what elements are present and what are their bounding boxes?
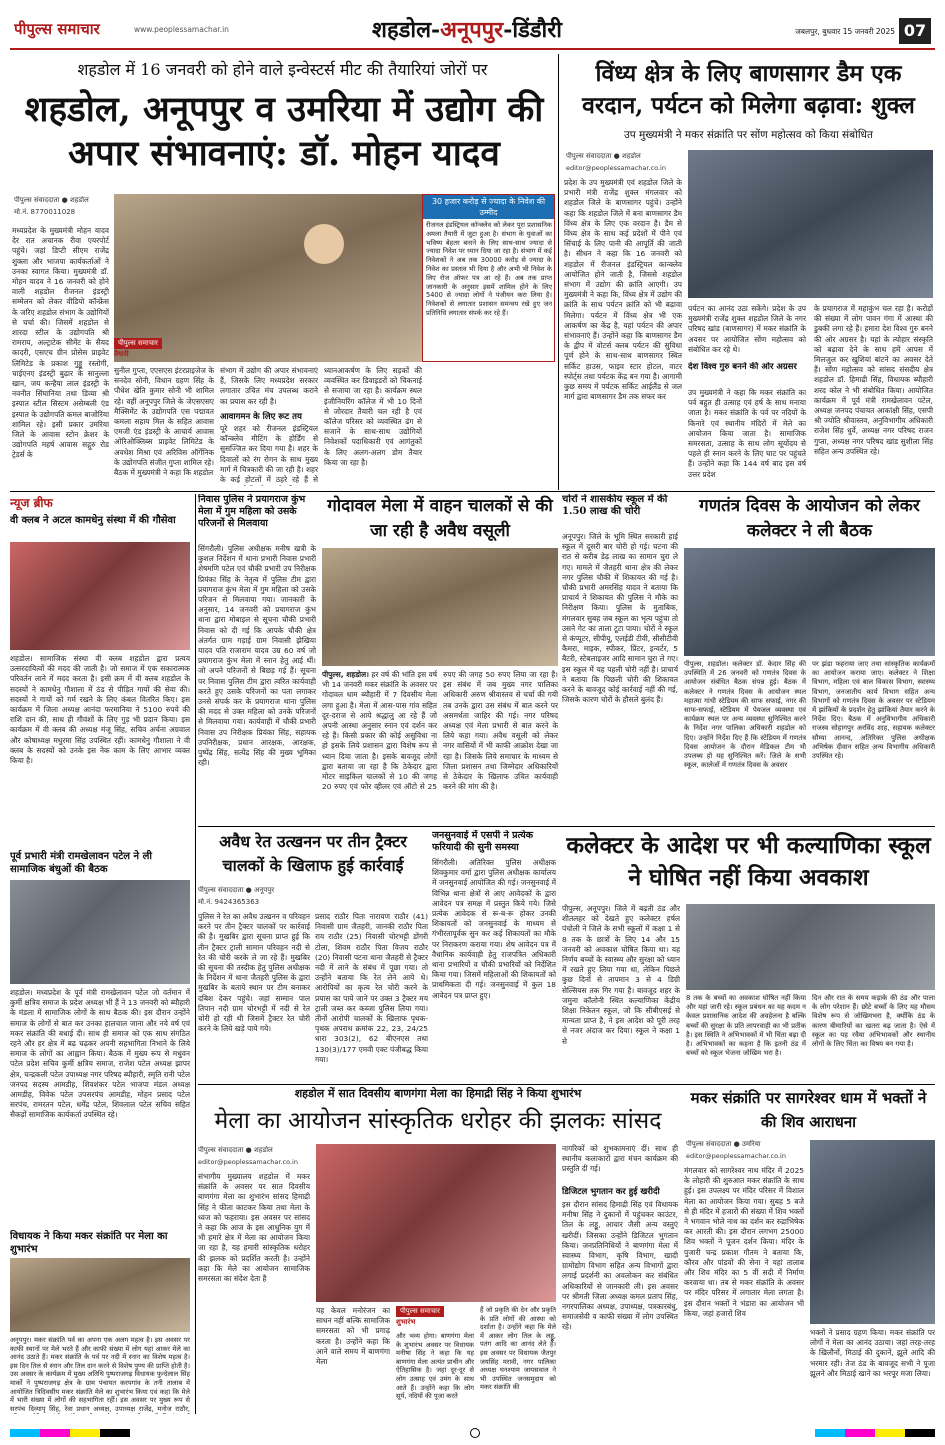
niwas-story [198, 494, 318, 824]
vindhya-headline: विंध्य क्षेत्र के लिए बाणसागर डैम एक वरदान, पर्यटन को मिलेगा बढ़ावा: शुक्ल [582, 60, 915, 119]
sagreshwar-email[interactable]: editor@peoplessamachar.co.in [686, 1152, 786, 1160]
row-rule-2 [198, 826, 935, 827]
brief2-photo [10, 880, 190, 984]
ret-col2: प्रसाद राठौर पिता नारायण राठौर (41) निवासी ग्राम जैतहरी, जानकी राठौर पिता राय राठौर (25) निवासी चोरभट्टी डोंगरी टोला, शिवम राठौर पिता विजय राठौर (20) निवासी पटना थाना जैतहरी से ट्रैक्टर नदी में लाने के संबंध में पूछा गया। तो उन्होंने बताया कि रेत लेने आये थे। आरोपियों का कृत्य रेत चोरी करने के प्रयास का पाये जाने पर उक्त 3 ट्रैक्टर मय ट्राली जब्त कर कब्जा पुलिस लिया गया। तीनों आरोपी चालकों के खिलाफ पृथक-पृथक अपराध क्रमांक 22, 23, 24/25 धारा 303(2), 62 बीएनएस तथा 130(3)/177 एमवी एक्ट पंजीबद्ध किया गया। [315, 912, 428, 1064]
banganga-col4: हैं जो प्रकृति की देन और प्रकृति के प्रति लोगों की आस्था को दर्शाता है। उन्होंने कहा कि मेले में आकर लोग तिल के लड्डू, पतंग आदि का आनंद लेते हैं। इस अवसर पर विधायक जैतपुर जयसिंह मरावी, नगर पालिका अध्यक्ष घनश्याम जायसवाल ने भी उपस्थित जनसमुदाय को मकर संक्रांति की [480, 1306, 556, 1392]
registration-mark-icon [470, 1428, 480, 1438]
brief3-text: अनूपपुर। मकर संक्रांति पर्व का अपना एक अलग महत्व है। इस अवसर पर काफी स्थानों पर मेले भरते हैं और काफी संख्या में लोग यहां आकर मेले का आनंद उठाते हैं। मकर संक्रांति के पर्व पर नदी में स्नान का विशेष महत्व है। इस दिन तिल से स्नान और तिल दान करने से विशेष पुण्य की प्राप्ति होती है। उस अवसर के कार्यक्रम में मुख्य अतिथि पुष्पराजगढ़ विधायक फुन्देलाल सिंह मार्को ने पुष्पराजगढ़ क्षेत्र के ग्राम पंचायत करपगांव के तनी तालाब में आयोजित त्रिदिवसीय मकर संक्रांति मेले का शुभारंभ किया एवं कहा कि मेले में भारी संख्या में लोगों की सहभागिता रहीं। इस अवसर पर मुख्य रूप से सरपंच दिव्यापृ सिंह, रेवा प्रधान अध्यक्ष, उपाध्यक्ष राजेंद्र, मनोज राठौर, [10, 1336, 190, 1413]
chori-headline: चोरों ने शासकीय स्कूल में की 1.50 लाख की चोरी [562, 494, 668, 517]
col-rule-2 [195, 494, 196, 1414]
sagreshwar-story [682, 1086, 935, 1416]
godawal-story [322, 494, 558, 824]
gantantra-text2: पर झंडा फहराया जाए तथा सांस्कृतिक कार्यक्रमों का आयोजन कराया जाए। कलेक्टर ने शिक्षा विभाग, महिला एवं बाल विकास विभाग, स्वास्थ्य विभाग, जनजातीय कार्य विभाग सहित अन्य विभागों को गणतंत्र दिवस के अवसर पर स्टेडियम में झांकियों के प्रदर्शन हेतु झांकियां तैयार करने के निर्देश दिए। बैठक में अनुविभागीय अधिकारी राजस्व सोहागपुर अरविंद शाह, सहायक कलेक्टर सौम्या आनन्द, अतिरिक्त पुलिस अधीक्षक अभिषेक दीवान सहित अन्य विभागीय अधिकारी उपस्थित रहे। [812, 660, 935, 761]
jansunwai-headline: जनसुनवाई में एसपी ने प्रत्येक फरियादी की सुनी समस्या [432, 830, 534, 853]
vindhya-photo [688, 150, 933, 298]
lead-col1: मध्यप्रदेश के मुख्यमंत्री मोहन यादव देर रात अचानक रीवा एयरपोर्ट पहुंचे। जहां डिप्टी सीएम राजेंद्र शुक्ला और भाजपा कार्यकर्ताओं ने उनका स्वागत किया। मुख्यमंत्री डॉ. मोहन यादव ने 16 जनवरी को होने वाली शहडोल रीजनल इंडस्ट्री सम्मेलन को लेकर वीडियो कॉन्फ्रेंस के जरिए शहडोल संभाग के उद्योगियों से चर्चा की। जिसमें शहडोल से शारदा स्टील के उद्योगपति श्री रामराय, अल्ट्राटेक सीमेंट के सैयद कादरी, एसएच ग्रीन प्रोसेस प्राइवेट लिमिटेड के प्रकाश गुड्डू रस्तोगी, चाईएनए इंडस्ट्री बुढ़ार के सानुल्ला खान, जय कन्हैया लाल इंडस्ट्री के नवनीत सिंघानिया तथा डिव्या श्री इस्पात स्टील सिस्टम असेम्बली एंड इस्पात के उद्योगपति कमल बाजोरिया शामिल रहे। इसी प्रकार उमरिया जिले के आवास स्टोन क्रेशर के उद्योगपति महर्ष आवास सद्गुरु रोड ट्रेडर्स के [12, 226, 109, 460]
vindhya-col1: प्रदेश के उप मुख्यमंत्री एवं शहडोल जिले के प्रभारी मंत्री राजेंद्र शुक्ल मंगलवार को शहडोल जिले के बाणसागर पहुंचे। उन्होंने कहा कि शहडोल जिले में बना बाणसागर डैम विंध्य क्षेत्र के लिए एक वरदान है। डैम से विंध्य क्षेत्र के साथ कई प्रदेशों में पीने एवं सिंचाई के लिए पानी की आपूर्ति की जाती है। सीधन ने कहा कि 16 जनवरी को शहडोल में रीजनल इंडस्ट्रियल कान्क्लेव आयोजित होने जाती है, जिससे शहडोल संभाग में उद्योग की क्रांति आएगी। उप मुख्यमंत्री ने कहा कि, विंध्य क्षेत्र में उद्योग की क्रांति के साथ पर्यटन क्रांति को भी बढ़ावा मिलेगा। पर्यटन में विंध्य क्षेत्र भी एक आकर्षण का केंद्र है, यहां पर्यटन की अपार संभावनाएं हैं। उन्होंने कहा कि बाणसागर डैम के द्वीप में वोटर्स क्लब पर्यटन की सुविधा पूर्ण होने के साथ-साथ बाणसागर स्थित सर्किट हाउस, फाइव स्टार होटल, वाटर स्पोर्ट्स तथा पर्यटक केंद्र बन गया है। आगामी कुछ समय में पर्यटक सर्किट आईलैंड से जल मार्ग द्वारा बाणसागर डैम तक सफर कर [564, 178, 682, 402]
collector-col3: दिन और रात के समय कड़ाके की ठंड और पाला के लोग परेशान हैं। छोटे बच्चों के लिए यह मौसम विशेष रूप से जोखिमभरा है, क्योंकि ठंड के कारण बीमारियों का खतरा बढ़ जाता है। ऐसे में स्कूल का यह रवैया अभिभावकों और स्थानीय लोगों के लिए चिंता का विषय बन गया है। [812, 994, 935, 1049]
ret-story [198, 830, 428, 1082]
masthead [0, 0, 945, 52]
brief3-headline: विधायक ने किया मकर संक्रांति पर मेला का शुभारंभ [10, 1231, 168, 1255]
jansunwai-story [432, 830, 558, 1082]
godawal-headline: गोदावल मेला में वाहन चालकों से की जा रही है अवैध वसूली [327, 496, 553, 541]
color-strip [10, 1429, 130, 1437]
gantantra-photo [684, 548, 935, 656]
sagreshwar-byline: पीपुल्स संवाददाता ● उमरिया [686, 1140, 761, 1148]
news-brief-label: न्यूज ब्रीफ [10, 496, 53, 510]
row-rule-3 [198, 1084, 935, 1085]
banganga-col5b: इस दौरान सांसद हिमाद्री सिंह एवं विधायक मनीषा सिंह ने दुकानों में पहुंचकर काउंटर, तिल के लड्डू, आचार जैसी अन्य वस्तुएं खरीदीं। जिसका उन्होंने डिजिटल भुगतान किया। जनप्रतिनिधियों ने बाणगंगा मेला में स्वास्थ्य विभाग, कृषि विभाग, खादी ग्रामोद्योग विभाग सहित अन्य विभागों द्वारा लगाई प्रदर्शनी का अवलोकन कर संबंधित अधिकारियों से जानकारी ली। इस अवसर पर श्रीमती जिला अध्यक्ष कमल प्रताप सिंह, नगरपालिका अध्यक्ष, उपाध्यक्ष, पत्रकारबंधु, समाजसेवी व काफी संख्या में लोग उपस्थित रहे। [562, 1200, 678, 1332]
masthead-date: जबलपुर, बुधवार 15 जनवरी 2025 [795, 27, 895, 36]
vindhya-byline: पीपुल्स संवाददाता ● शहडोल [566, 152, 641, 160]
brief1-photo [10, 542, 190, 650]
brief1-headline: वी क्लब ने अटल कामधेनु संस्था में की गौसेवा [10, 515, 176, 526]
lead-photo [114, 194, 422, 362]
lead-byline: पीपुल्स संवाददाता ● शहडोल [14, 196, 89, 204]
section-title-accent: अनूपपुर [440, 17, 504, 43]
ret-mobile: मो.नं. 9424365363 [198, 898, 260, 906]
lead-box-text: रीजनल इंडस्ट्रियल कॉन्क्लेव को लेकर पूरा प्रशासनिक अमला तैयारी में जुटा हुआ है। संभाग के युवाओं का भविष्य बेहतर बनाने के लिए साथ-साथ ज्यादा से ज्यादा निवेश पर ध्यान दिया जा रहा है। संभाग में कई निवेशकों ने अब तक 30000 करोड़ से ज्यादा के निवेश का प्रस्ताव भी दिया है और अभी भी निवेश के लिए रोज ऑफर पत्र आ रहे हैं। अब तक प्राप्त जानकारी के अनुसार इसमें शामिल होने के लिए 5400 से ज्यादा लोगों ने पंजीयन करा लिया है। निवेशकों से लगातार प्रशासन समन्वय रखे हुए जन प्रतिनिधि लगातार संपर्क कर रहे हैं। [426, 221, 552, 317]
banganga-subhead: डिजिटल भुगतान कर हुई खरीदी [562, 1187, 660, 1197]
brief2-headline: पूर्व प्रभारी मंत्री रामखेलावन पटेल ने ली सामाजिक बंधुओं की बैठक [10, 851, 152, 875]
godawal-text [322, 670, 558, 824]
chori-text: अनूपपुर। जिले के भूमि स्थित सरकारी हाई स्कूल में दूसरी बार चोरी हो गई। घटना की रात से करीब डेढ़ लाख का सामान चुरा ले गए। मामले में जैतहरी थाना क्षेत्र की लेकर नगर पुलिस चौकी में शिकायत की गई है। चौकी प्रभारी अमरसिंह यादव ने बताया कि प्राचार्य ने शिकायत की पुलिस ने मौके का निरीक्षण किया। पुलिस के मुताबिक, मंगलवार सुबह जब स्कूल का भृत्य पहुंचा तो उसने गेट का ताला टूटा पाया। चोरों ने स्कूल से कंप्यूटर, सीपीयू, एलईडी टीवी, सीसीटीवी कैमरा, माइक, स्पीकर, प्रिंटर, इन्वर्टर, 5 बैटरी, स्टेबलाइजर आदि सामान चुरा ले गए। इस स्कूल में यह पहली चोरी नहीं है। प्राचार्य ने बताया कि पिछली चोरी की शिकायत करने के बावजूद कोई कार्रवाई नहीं की गई, जिसके कारण चोरों के हौसले बुलंद हैं। [562, 532, 678, 705]
lead-col3: संभाग में उद्योग की अपार संभावनाएं हैं, जिसके लिए मध्यप्रदेश सरकार लगातार उचित मंच उपलब्ध कराने का प्रयास कर रही है। [220, 366, 318, 406]
vindhya-subhead: देश विश्व गुरु बनने की ओर अग्रसर [688, 362, 797, 372]
row-rule-1 [10, 491, 935, 492]
masthead-site[interactable]: www.peoplessamachar.in [134, 25, 229, 34]
gantantra-story [684, 494, 935, 824]
collector-headline: कलेक्टर के आदेश पर भी कल्याणिका स्कूल ने घोषित नहीं किया अवकाश [566, 832, 931, 891]
lead-story [10, 54, 555, 489]
banganga-col2: यह केवल मनोरंजन का साधन नहीं बल्कि सामाजिक समरसता को भी प्रगाढ़ करता है। उन्होंने कहा कि आने वाले समय में बाणगंगा मेला [316, 1306, 390, 1367]
section-title-suffix: -डिंडौरी [503, 17, 562, 43]
lead-col3b: पूरे शहर को रीजनल इंडस्ट्रियल कॉन्क्लेव मीटिंग के होर्डिंग से सुसज्जित कर दिया गया है। शहर के दिवालों को रंग रोगन के साथ मुख्य मार्ग में चित्रकारी की जा रही है। शहर के कई होटलों में ठहरे रहे हैं से [220, 424, 318, 485]
niwas-text: सिंगरौली। पुलिस अधीक्षक मनीष खत्री के कुशल निर्देशन में थाना प्रभारी निवास प्रभारी शेषमणि पटेल एवं चौकी प्रभारी उप निरीक्षक प्रियंका सिंह के नेतृत्व में पुलिस टीम द्वारा प्रयागराज कुंभ मेला में गुम महिला को उसके परिजन से मिलवाया गया। जानकारी के अनुसार, 14 जनवरी को प्रयागराज कुंभ थाना द्वारा मोबाइल से सूचना चौकी प्रभारी निवास को दी गई कि आपके चौकी क्षेत्र अंतर्गत ग्राम गड़ाई ग्राम निवासी झेखिया यादव पति राजाराम यादव उम्र 60 वर्ष जो प्रयागराज कुंभ मेला में स्नान हेतु आई थीं। जो अपने परिजनों से बिछड़ गई हैं। सूचना पर निवास पुलिस टीम द्वारा त्वरित कार्यवाही करते हुए उसके परिजनों का पता लगाकर उनसे संपर्क कर के प्रयागराज थाना पुलिस की मदद से उक्त महिला को उनके परिजनों से मिलवाया गया। कार्यवाही में चौकी प्रभारी निवास उप निरीक्षक प्रियंका सिंह, सहायक उपनिरीक्षक, प्रधान आरक्षक, आरक्षक, पुष्पेंद्र सिंह, सत्येंद्र सिंह की मुख्य भूमिका रही। [198, 544, 316, 768]
godawal-photo [322, 548, 558, 666]
banganga-story [198, 1086, 678, 1416]
collector-col2: 8 तक के बच्चों का अवकाश घोषित नहीं किया और यहां जारी रहे। स्कूल प्रबंधन का यह कदम न केवल प्रशासनिक आदेश की अवहेलना है बल्कि बच्चों की सुरक्षा के प्रति लापरवाही का भी प्रतीक है। इस स्थिति ने अभिभावकों में भी चिंता बढ़ा दी है। अभिभावकों का कहना है कि इतनी ठंड में बच्चों को स्कूल भेजना जोखिम भरा है। [686, 994, 806, 1058]
lead-box-title: 30 हजार करोड़ से ज्यादा के निवेश की उम्मीद [423, 195, 554, 219]
vindhya-email[interactable]: editor@peoplessamachar.co.in [566, 164, 666, 172]
niwas-headline: निवास पुलिस ने प्रयागराज कुंभ मेला में गुम महिला को उसके परिजनों से मिलवाया [198, 494, 306, 529]
gantantra-text1: पीपुल्स, शहडोल। कलेक्टर डॉ. केदार सिंह की उपस्थिति में 26 जनवरी को गणतंत्र दिवस के आयोजन संबंधित बैठक संपन्न हुई। बैठक में कलेक्टर ने गणतंत्र दिवस के आयोजन स्थल महात्मा गांधी स्टेडियम की साफ सफाई, नगर की साफ-सफाई, स्टेडियम में पेयजल व्यवस्था एवं कार्यक्रम स्थल पर अन्य व्यवस्था सुनिश्चित करने के निर्देश नगर पालिका अधिकारी शहडोल को दिए। उन्होंने निर्देश दिए हैं कि स्टेडियम में गणतंत्र दिवस आयोजन के दौरान मेडिकल टीम भी उपलब्ध हो यह सुनिश्चित करें। जिले के सभी स्कूल, कालेजों में गणतंत्र दिवस के अवसर [684, 660, 806, 770]
lead-photo-tag: पीपुल्स समाचार [114, 338, 162, 349]
collector-photo [686, 904, 935, 990]
lead-subhead: आवागमन के लिए रूट तय [220, 412, 302, 422]
brief3-photo [10, 1258, 190, 1332]
godawal-body: हर वर्ष की भांति इस वर्ष भी 14 जनवरी मकर संक्रांति के अवसर पर गोदावल धाम ब्यौहारी में 7 दिवसीय मेला लगा हुआ है। मेला में आस-पास गांव सहित दूर-दराज से आये श्रद्धालु आ रहे हैं जो अपनी आस्था अनुसार स्नान एवं दर्शन कर रहे हैं। किसी प्रकार की कोई असुविधा ना हो इसके लिये प्रशासन द्वारा विशेष रूप से ध्यान दिया जाता है। इसके बावजूद लोगों द्वारा बताया जा रहा है कि ठेकेदार द्वारा मोटर साइकिल चालकों से 10 की जगह 20 रुपए एवं फोर व्हीलर एवं ऑटो से 25 रुपए की जगह 50 रुपए लिया जा रहा है। इस संबंध में जब मुख्य नगर पालिका अधिकारी अरुण श्रीवास्तव से चर्चा की गयी तब उनके द्वारा उस संबंध में बात करने पर असमर्थता जाहिर की गई। नगर परिषद अध्यक्ष एवं मेला प्रभारी से बात करने के लिये कहा गया। अवैध वसूली को लेकर नगर वासियों में भी काफी आक्रोश देखा जा रहा है। जिसके लिये समाचार के माध्यम से जिला प्रशासन तथा जिम्मेदार अधिकारियों से ठेकेदार के खिलाफ उचित कार्यवाही करने की मांग की है। [322, 670, 558, 792]
banganga-headline: मेला का आयोजन सांस्कृतिक धरोहर की झलकः सांसद [214, 1108, 662, 1134]
vindhya-col2b: उप मुख्यमंत्री ने कहा कि मकर संक्रांति का पर्व बहुत ही उत्साह एवं हर्ष के साथ मनाया जाता है। मकर संक्रांति के पर्व पर नदियों के किनारे एवं स्थानीय मंदिरों में मेले का आयोजन किया जाता है। सामाजिक समरसता, उत्साह के साथ लोग सूर्योदय से पहले ही स्नान करने के लिए घाट पर पहुंचते हैं। उन्होंने कहा कि 144 वर्ष बाद इस वर्ष उत्तर प्रदेश [688, 388, 806, 479]
gantantra-headline: गणतंत्र दिवस के आयोजन को लेकर कलेक्टर ने ली बैठक [699, 496, 920, 541]
collector-col1: पीपुल्स, अनूपपुर। जिले में बढ़ती ठंड और शीतलहर को देखते हुए कलेक्टर हर्षल पंचोली ने जिले के सभी स्कूलों में कक्षा 1 से 8 तक के छात्रों के लिए 14 और 15 जनवरी को अवकाश घोषित किया था। यह निर्णय बच्चों के स्वास्थ्य और सुरक्षा को ध्यान में रखते हुए लिया गया था, लेकिन पिछले कुछ दिनों से तापमान 3 से 4 डिग्री सेल्सियस तक गिर गया है। बावजूद शहर के जमुना कॉलोनी स्थित कल्याणिका केंद्रीय शिक्षा निकेतन स्कूल, जो कि सीबीएसई से मान्यता प्राप्त है, ने इस आदेश को पूरी तरह से नजर अंदाज कर दिया। स्कूल ने कक्षा 1 से [562, 904, 680, 1046]
sagreshwar-col1: मंगलवार को सागरेश्वर नाथ मंदिर में 2025 के लोहारी की शुरुआत मकर संक्रांति के साथ हुई। इस उपलक्ष्य पर मंदिर परिसर में विशाल मेला का आयोजन किया गया। सुबह 5 बजे से ही मंदिर में हजारों की संख्या में शिव भक्तों ने भगवान भोले नाथ का दर्शन कर रुद्राभिषेक कर आरती की। इस दौरान लगभग 25000 शिव भक्तों ने पूजन दर्शन किया। मंदिर के पुजारी चन्द्र प्रकाश गौतम ने बताया कि, कौरव और पांडवों की सेना ने यहां तालाब और शिव मंदिर का 5 वीं सदी में निर्माण करवाया था। तब से मकर संक्रांति के अवसर पर मंदिर परिसर में लगातार मेला लगता है। इस दौरान भक्तों ने भंडारा का आयोजन भी किया, जहां हजारों शिव [684, 1166, 804, 1318]
person-icon [304, 224, 344, 264]
banganga-kicker: शहडोल में सात दिवसीय बाणगंगा मेला का हिमाद्री सिंह ने किया शुभारंभ [294, 1087, 582, 1100]
vindhya-story [562, 54, 935, 490]
ret-byline: पीपुल्स संवाददाता ● अनूपपुर [198, 886, 275, 894]
masthead-brand: पीपुल्स समाचार [14, 20, 100, 38]
banganga-photo [316, 1144, 556, 1302]
lead-headline: शहडोल, अनूपपुर व उमरिया में उद्योग की अपार संभावनाएं: डॉ. मोहन यादव [24, 89, 544, 174]
ret-headline: अवैध रेत उत्खनन पर तीन ट्रैक्टर चालकों के खिलाफ हुई कार्रवाई [219, 832, 407, 875]
sagreshwar-headline: मकर संक्रांति पर सागरेश्वर धाम में भक्तों ने की शिव आराधना [690, 1089, 927, 1131]
masthead-rule [10, 48, 935, 50]
banganga-photo-caption: शुभारंभ [396, 1318, 416, 1326]
news-brief [10, 494, 192, 1414]
vindhya-col3: के प्रयागराज में महाकुंभ चल रहा है। करोड़ों की संख्या में लोग पावन गंगा में आस्था की डुबकी लगा रहे हैं। हमारा देश विश्व गुरु बनने की ओर अग्रसर है। यहां के त्योहार संस्कृति को बढ़ावा देने के साथ हमें आपस में मिलजुल कर खुशियां बांटने का अवसर देते हैं। सोंण महोत्सव को सांसद संसदीय क्षेत्र शहडोल डॉ. हिमाद्री सिंह, विधायक ब्यौहारी शरद कोल ने भी संबोधित किया। आयोजित कार्यक्रम में पूर्व मंत्री रामखेलावन पटेल, अध्यक्ष जनपद पंचायत आकांक्षी सिंह, एसपी श्री ज्योति श्रीवास्तव, अनुविभागीय अधिकारी राजेश सिंह धुर्वे, अध्यक्ष नगर परिषद राजन गुप्ता, अध्यक्ष नगर परिषद खांड सुशीला सिंह सहित अन्य उपस्थित रहे। [814, 304, 933, 456]
lead-photo-caption: तैयारी [114, 350, 129, 358]
section-title [372, 14, 642, 46]
color-strip [815, 1429, 935, 1437]
lead-col2: सुनील गुप्ता, एएसएस इंटरप्राइजेज के सनदेव सोनी, विधान ग्रहण सिंह के पौधेश खेति कुमार सोनी भी शामिल रहे। वहीं अनूपपुर जिले के जेएसएसए मैक्सिमेंट के उद्योगपति एस पद्मावत कमला सहाय मिल के सहित आवास एमजी एंड इंडस्ट्री के आचार्य आवास ओरिओक्लिब्स प्राइवेट लिमिटेड के अवधेश मिश्रा एवं अरिविस ऑर्गेनिक के उद्योगपति संजीत गुप्ता शामिल रहे। बैठक में मुख्यमंत्री ने कहा कि शहडोल [114, 366, 214, 478]
collector-story [562, 830, 935, 1082]
sagreshwar-col2: भक्तों ने प्रसाद ग्रहण किया। मकर संक्रांति पर लोगों ने मेला का आनंद उठाया। जहां तरह-तरह के खिलौनों, मिठाई की दुकानें, झूले आदि की भरमार रही। तेज ठंड के बावजूद सभी ने पूजा झूलने और मिठाई खाने का भरपूर मजा लिया। [810, 1328, 935, 1378]
lead-mobile: मो.नं. 8770011028 [14, 208, 76, 216]
jansunwai-text: सिंगरौली। अतिरिक्त पुलिस अधीक्षक शिवकुमार वर्मा द्वारा पुलिस अधीक्षक कार्यालय में जनसुनवाई आयोजित की गई। जनसुनवाई में विभिन्न थाना क्षेत्रों से आए आवेदकों के द्वारा आवेदन पत्र समक्ष में प्रस्तुत किये गये। जिसे प्रत्येक आवेदक से रू-ब-रू होकर उनकी शिकायतों को जनसुनवाई के माध्यम से गंभीरतापूर्वक सुन कर कई शिकायतों का मौके पर निराकरण कराया गया। शेष आवेदन पत्र में वैधानिक कार्यवाही हेतु राजपत्रित अधिकारी थाना प्रभारियों व चौकी प्रभारियों को निर्देशित किया गया। जिसमें महिलाओं की शिकायतों को प्राथमिकता दी गई। जनसुनवाई में कुल 18 आवेदन पत्र प्राप्त हुए। [432, 858, 556, 1000]
banganga-col3: और भव्य होगा। बाणगंगा मेला के शुभारंभ अवसर पर विधायक मनीषा सिंह ने कहा कि यह बाणगंगा मेला अत्यंत प्राचीन और ऐतिहासिक है। जहां दूर-दूर से लोग उत्साह एवं उमंग के साथ आते हैं। उन्होंने कहा कि लोग सूर्य, नदियों की पूजा करते [396, 1332, 474, 1401]
chori-story [562, 494, 680, 824]
banganga-col5: नागरिकों को शुभकामनाएं दीं। साथ ही स्थानीय कलाकारों द्वारा मंचन कार्यक्रम की प्रस्तुति दी गई। [562, 1144, 678, 1174]
banganga-col1: संभागीय मुख्यालय शहडोल में मकर संक्रांति के अवसर पर सात दिवसीय बाणगंगा मेला का शुभारंभ सांसद हिमाद्री सिंह ने फीता काटकर किया तथा मेला के ध्वज को फहराया। इस अवसर पर सांसद ने कहा कि आज के इस आधुनिक युग में भी हमारे क्षेत्र में मेला का आयोजन किया जा रहा है, यह हमारी सांस्कृतिक धरोहर की झलक को प्रदर्शित करती है। उन्होंने कहा कि मेले का आयोजन सामाजिक समरसता का संदेश देता है [198, 1172, 310, 1284]
lead-kicker: शहडोल में 16 जनवरी को होने वाले इन्वेस्टर्स मीट की तैयारियां जोरों पर [77, 60, 488, 79]
ret-col1: पुलिस ने रेत का अवैध उत्खनन व परिवहन करने पर तीन ट्रैक्टर चालकों पर कार्रवाई की है। मुखबिर द्वारा सूचना प्राप्त हुई कि तीन ट्रैक्टर ट्राली सामान परिवहन नदी से रेत की चोरी करके ले जा रहे हैं। मुखबिर की सूचना की तस्दीक हेतु पुलिस अधीक्षक के निर्देशन में थाना जैतहरी पुलिस के द्वारा मुखबिर के बताये स्थान पर टीम बनाकर दबिश देकर पहुंचे। जहां सम्मान पाल तिपान नदी ग्राम चोरभट्टी में नदी से रेत चोरी हो रही थी जिसमें ट्रैक्टर रेत चोरी करने के लिये खड़े पाये गये। [198, 912, 310, 1034]
lead-box [422, 194, 555, 362]
brief2-text: शहडोल। मध्यप्रदेश के पूर्व मंत्री रामखेलावन पटेल जो वर्तमान में कुर्मी क्षत्रिय समाज के प्रदेश अध्यक्ष भी हैं ने 13 जनवरी को ब्यौहारी के मंडला में सामाजिक लोगों के साथ बैठक की। इस दौरान उन्होंने समाज के लोगों से बात कर उनका हालचाल जाना और नये वर्ष एवं मकर संक्रांति की बधाई दी। साथ ही समाज को एक साथ संगठित रहने और हर क्षेत्र में बढ़ चढ़कर अपनी सहभागिता निभाने के लिये समाज के लोगों का आह्वान किया। बैठक में मुख्य रूप से मधुवन पटेल प्रदेश सचिव कुर्मी क्षत्रिय समाज, राजेश पटेल अध्यक्ष झापर क्षेत्र, चन्द्रकली पटेल उपाध्यक्ष नगर परिषद ब्यौहारी, स्मृति रानी पटेल जनपद सदस्य आमडीह, शिवशंकर पटेल भाजपा मंडल अध्यक्ष आमडीह, विवेक पटेल उपसरपंच आमडीह, मोहन प्रसाद पटेल सरपंच, रामरतन पटेल, धर्मेंद्र पटेल, शिवलाल पटेल सचिव सहित सैकड़ों सामाजिक कार्यकर्ता उपस्थित रहे। [10, 988, 190, 1120]
vindhya-col2: पर्यटन का आनंद उठा सकेंगे। प्रदेश के उप मुख्यमंत्री राजेंद्र शुक्ल शहडोल जिले के नगर परिषद खांड (बाणसागर) में मकर संक्रांति के अवसर पर आयोजित सोंण महोत्सव को संबोधित कर रहे थे। [688, 304, 806, 354]
col-rule-1 [558, 54, 559, 490]
brief1-text: शहडोल। सामाजिक संस्था वी क्लब शहडोल द्वारा प्रत्यय उत्सरदायित्वों की मदद की जाती है। जो समाज में एक सकारात्मक परिवर्तन लाने में मदद करता है। इसी क्रम में वी क्लब शहडोल के सदस्यों ने कामधेनु गौशाला में ठंड से पीड़ित गायों की सेवा की। सदस्यों ने गायों को गर्म रखने के लिए कंबल वितरित किए। इस कार्यक्रम में जिला अध्यक्ष आनंदा फरमानिया ने 5100 रुपये की राशि दान की, साथ ही गौवंशों के लिए गुड़ भी प्रदान किया। इस कार्यक्रम में वी क्लब की अध्यक्ष मंजू सिंह, सचिव अर्चना अग्रवाल और कोषाध्यक्ष मधुरमा सिंह उपस्थित रहीं। कामधेनु गौशाला ने वी क्लब के सदस्यों को उनके इस नेक काम के लिए आभार व्यक्त किया है। [10, 654, 190, 766]
section-title-prefix: शहडोल- [372, 17, 441, 43]
banganga-photo-tag: पीपुल्स समाचार [396, 1306, 444, 1317]
banganga-byline: पीपुल्स संवाददाता ● शहडोल [198, 1146, 273, 1154]
godawal-byline: पीपुल्स, शहडोल। [322, 670, 369, 679]
page-number: 07 [899, 18, 931, 44]
vindhya-deck: उप मुख्यमंत्री ने मकर संक्रांति पर सोंण महोत्सव को किया संबोधित [624, 129, 873, 141]
lead-col4: ध्यानआकर्षण के लिए सड़कों की व्यवस्थित कर डिवाइडरों को चिकनाई से सजाया जा रहा है। कार्यक्रम स्थल इंजीनियरिंग कॉलेज में भी 10 दिनों से जोरदार तैयारी चल रही है एवं कॉलेज परिसर को व्यवस्थित ढंग से सजाने के साथ-साथ उद्योगियों निवेशकों पदाधिकारी एवं आगंतुकों के लिए अलग-अलग डोम तैयार किया जा रहा है। [324, 366, 422, 467]
sagreshwar-photo [810, 1140, 935, 1324]
banganga-email[interactable]: editor@peoplessamachar.co.in [198, 1158, 298, 1166]
